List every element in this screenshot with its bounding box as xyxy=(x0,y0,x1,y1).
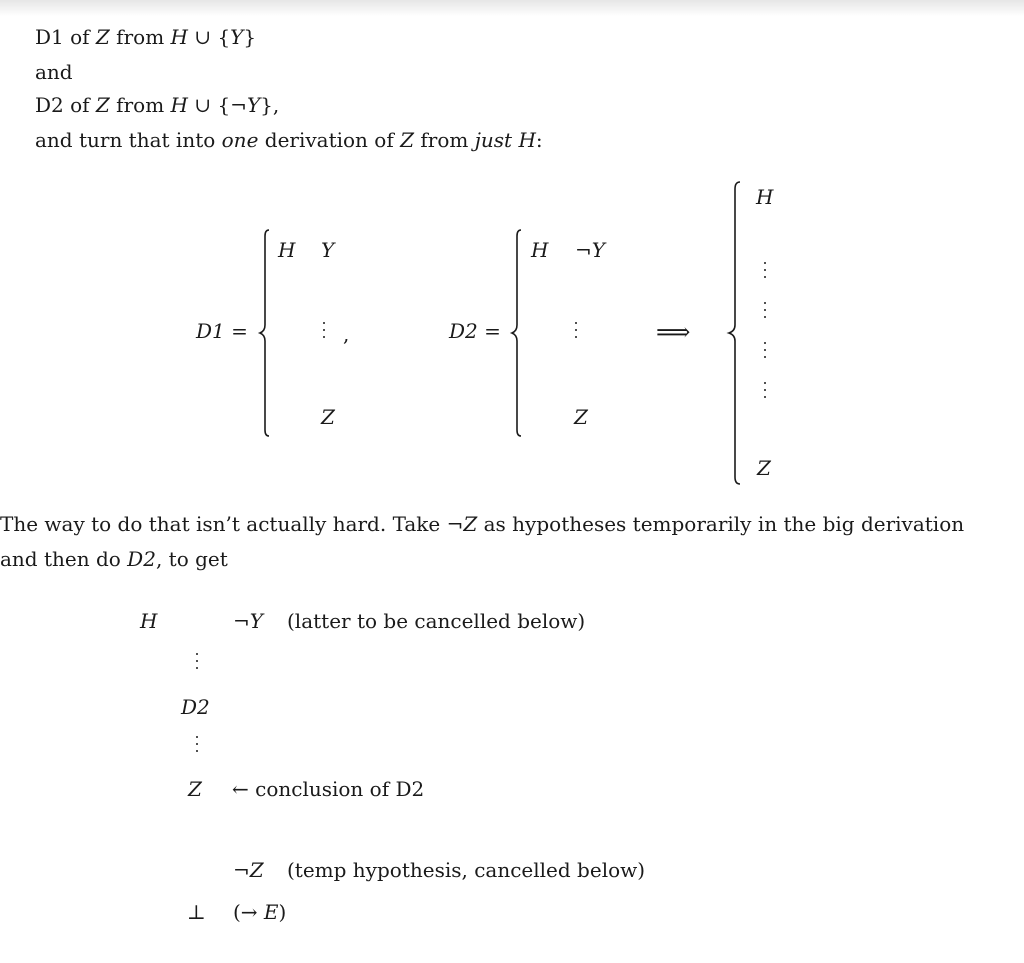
result-left-brace xyxy=(727,180,743,486)
d2-conclusion-z: Z xyxy=(574,405,588,429)
d1-label: D1 = xyxy=(196,319,248,343)
rule-close: ) xyxy=(278,900,287,924)
d2-ref: D2 xyxy=(127,547,156,571)
top-edge-shadow xyxy=(0,0,1024,16)
deriv-bottom-symbol: ⊥ xyxy=(187,900,206,924)
intro-line-4-c: from xyxy=(414,128,475,152)
var-h: H xyxy=(518,128,536,152)
paragraph-line-2-a: and then do xyxy=(0,547,128,571)
union-open: ∪ { xyxy=(187,25,231,49)
result-hyp-h: H xyxy=(756,185,774,209)
intro-line-4-a: and turn that into xyxy=(35,128,222,152)
result-vdots-4 xyxy=(763,382,767,403)
var-y: Y xyxy=(230,25,244,49)
intro-line-3-prefix: D2 of xyxy=(35,93,96,117)
deriv-d2-label: D2 xyxy=(181,695,210,719)
intro-line-4 xyxy=(35,130,543,150)
colon: : xyxy=(535,128,543,152)
var-z: Z xyxy=(400,128,415,152)
deriv-temp-not-z: ¬Z xyxy=(233,858,264,882)
d2-left-brace xyxy=(510,228,524,438)
d2-hyp-h: H xyxy=(531,238,549,262)
d2-vdots xyxy=(574,322,578,343)
intro-line-3 xyxy=(35,95,279,115)
d1-vdots xyxy=(322,322,326,343)
d1-hyp-h: H xyxy=(278,238,296,262)
deriv-note-latter: (latter to be cancelled below) xyxy=(287,609,586,633)
var-e: E xyxy=(263,900,279,924)
paragraph-line-1-a: The way to do that isn’t actually hard. Take ¬ xyxy=(0,512,464,536)
d1-comma: , xyxy=(343,322,350,346)
deriv-conclusion-z: Z xyxy=(188,777,202,801)
intro-line-1-prefix: D1 of xyxy=(35,25,96,49)
d1-hyp-y: Y xyxy=(321,238,335,262)
var-h: H xyxy=(170,93,188,117)
var-h: H xyxy=(170,25,188,49)
var-y: Y xyxy=(246,93,261,117)
result-vdots-1 xyxy=(763,262,767,283)
d2-label: D2 = xyxy=(449,319,501,343)
deriv-rule-label xyxy=(233,902,286,922)
deriv-hyp-h: H xyxy=(140,609,158,633)
deriv-arrow-note: ← conclusion of D2 xyxy=(232,777,425,801)
deriv-vdots-2 xyxy=(195,736,199,757)
result-vdots-2 xyxy=(763,302,767,323)
var-z: Z xyxy=(95,93,110,117)
implies-arrow-icon: ⟹ xyxy=(656,318,691,346)
union-open-neg: ∪ {¬ xyxy=(187,93,247,117)
d1-conclusion-z: Z xyxy=(321,405,335,429)
d2-hyp-not-y: ¬Y xyxy=(575,238,605,262)
intro-line-1 xyxy=(35,27,256,47)
var-z: Z xyxy=(463,512,478,536)
intro-line-3-from: from xyxy=(109,93,171,117)
emph-one: one xyxy=(221,128,259,152)
intro-line-1-from: from xyxy=(109,25,171,49)
deriv-note-temp: (temp hypothesis, cancelled below) xyxy=(287,858,646,882)
var-z: Z xyxy=(95,25,110,49)
paragraph-line-1-b: as hypotheses temporarily in the big derivation xyxy=(477,512,965,536)
result-vdots-3 xyxy=(763,342,767,363)
paragraph-line-1 xyxy=(0,514,964,534)
deriv-hyp-not-y: ¬Y xyxy=(233,609,263,633)
set-close: } xyxy=(243,25,257,49)
paragraph-line-2-b: , to get xyxy=(155,547,228,571)
rule-open: (→ xyxy=(233,900,264,924)
emph-just: just xyxy=(474,128,513,152)
result-conclusion-z: Z xyxy=(757,456,771,480)
intro-line-2: and xyxy=(35,60,73,84)
paragraph-line-2 xyxy=(0,549,228,569)
intro-line-4-b: derivation of xyxy=(258,128,401,152)
d1-left-brace xyxy=(258,228,272,438)
set-close-comma: }, xyxy=(260,93,280,117)
deriv-vdots-1 xyxy=(195,653,199,674)
